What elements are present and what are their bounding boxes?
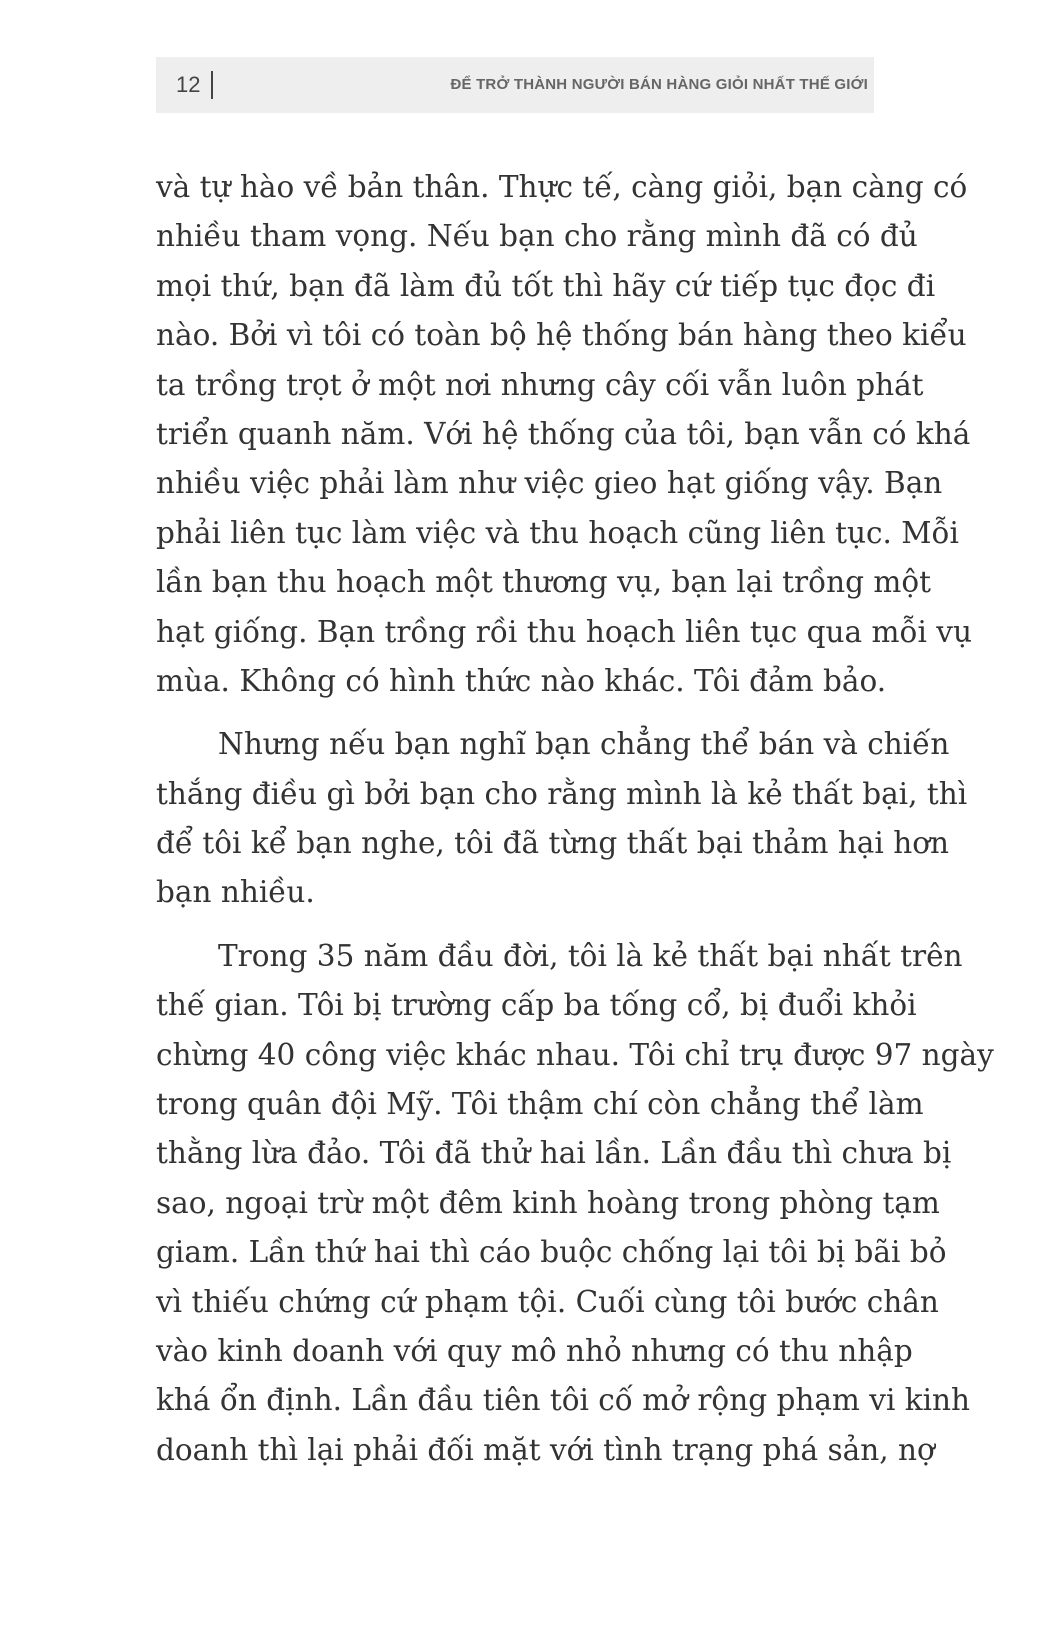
text-line: doanh thì lại phải đối mặt với tình trạng phá sản, nợ [156, 1432, 935, 1467]
text-line: để tôi kể bạn nghe, tôi đã từng thất bại thảm hại hơn [156, 826, 949, 861]
text-line: lần bạn thu hoạch một thương vụ, bạn lại trồng một [156, 565, 932, 600]
text-line: và tự hào về bản thân. Thực tế, càng giỏi, bạn càng có [156, 170, 968, 204]
paragraph-1 [156, 163, 972, 706]
text-line: giam. Lần thứ hai thì cáo buộc chống lại tôi bị bãi bỏ [156, 1235, 947, 1270]
text-line: vì thiếu chứng cứ phạm tội. Cuối cùng tôi bước chân [156, 1284, 939, 1319]
header-divider [211, 71, 213, 99]
text-line: mùa. Không có hình thức nào khác. Tôi đảm bảo. [156, 663, 887, 698]
page-number: 12 [176, 72, 201, 97]
text-line: sao, ngoại trừ một đêm kinh hoàng trong phòng tạm [156, 1185, 940, 1220]
body-text [156, 163, 994, 1489]
text-line: khá ổn định. Lần đầu tiên tôi cố mở rộng phạm vi kinh [156, 1383, 971, 1418]
text-line: ta trồng trọt ở một nơi nhưng cây cối vẫn luôn phát [156, 367, 924, 402]
text-line: thắng điều gì bởi bạn cho rằng mình là kẻ thất bại, thì [156, 776, 968, 811]
text-line: bạn nhiều. [156, 875, 315, 910]
text-line: hạt giống. Bạn trồng rồi thu hoạch liên tục qua mỗi vụ [156, 614, 972, 649]
text-line: nhiều tham vọng. Nếu bạn cho rằng mình đã có đủ [156, 219, 918, 254]
text-line: trong quân đội Mỹ. Tôi thậm chí còn chẳng thể làm [156, 1087, 924, 1122]
text-line: thằng lừa đảo. Tôi đã thử hai lần. Lần đầu thì chưa bị [156, 1136, 952, 1171]
paragraph-2 [156, 720, 968, 918]
text-line: vào kinh doanh với quy mô nhỏ nhưng có thu nhập [156, 1333, 913, 1368]
text-line: Nhưng nếu bạn nghĩ bạn chẳng thể bán và chiến [218, 727, 950, 762]
text-line: triển quanh năm. Với hệ thống của tôi, bạn vẫn có khá [156, 416, 971, 451]
text-line: nhiều việc phải làm như việc gieo hạt giống vậy. Bạn [156, 466, 943, 501]
text-line: nào. Bởi vì tôi có toàn bộ hệ thống bán hàng theo kiểu [156, 318, 967, 353]
text-line: Trong 35 năm đầu đời, tôi là kẻ thất bại nhất trên [218, 938, 963, 973]
text-line: phải liên tục làm việc và thu hoạch cũng liên tục. Mỗi [156, 515, 959, 550]
text-line: thế gian. Tôi bị trường cấp ba tống cổ, bị đuổi khỏi [156, 988, 917, 1023]
paragraph-3 [156, 932, 994, 1475]
running-header [156, 57, 874, 113]
running-title: ĐỂ TRỞ THÀNH NGƯỜI BÁN HÀNG GIỎI NHẤT THẾ GIỚI [450, 76, 868, 93]
text-line: mọi thứ, bạn đã làm đủ tốt thì hãy cứ tiếp tục đọc đi [156, 268, 936, 303]
text-line: chừng 40 công việc khác nhau. Tôi chỉ trụ được 97 ngày [156, 1037, 994, 1072]
